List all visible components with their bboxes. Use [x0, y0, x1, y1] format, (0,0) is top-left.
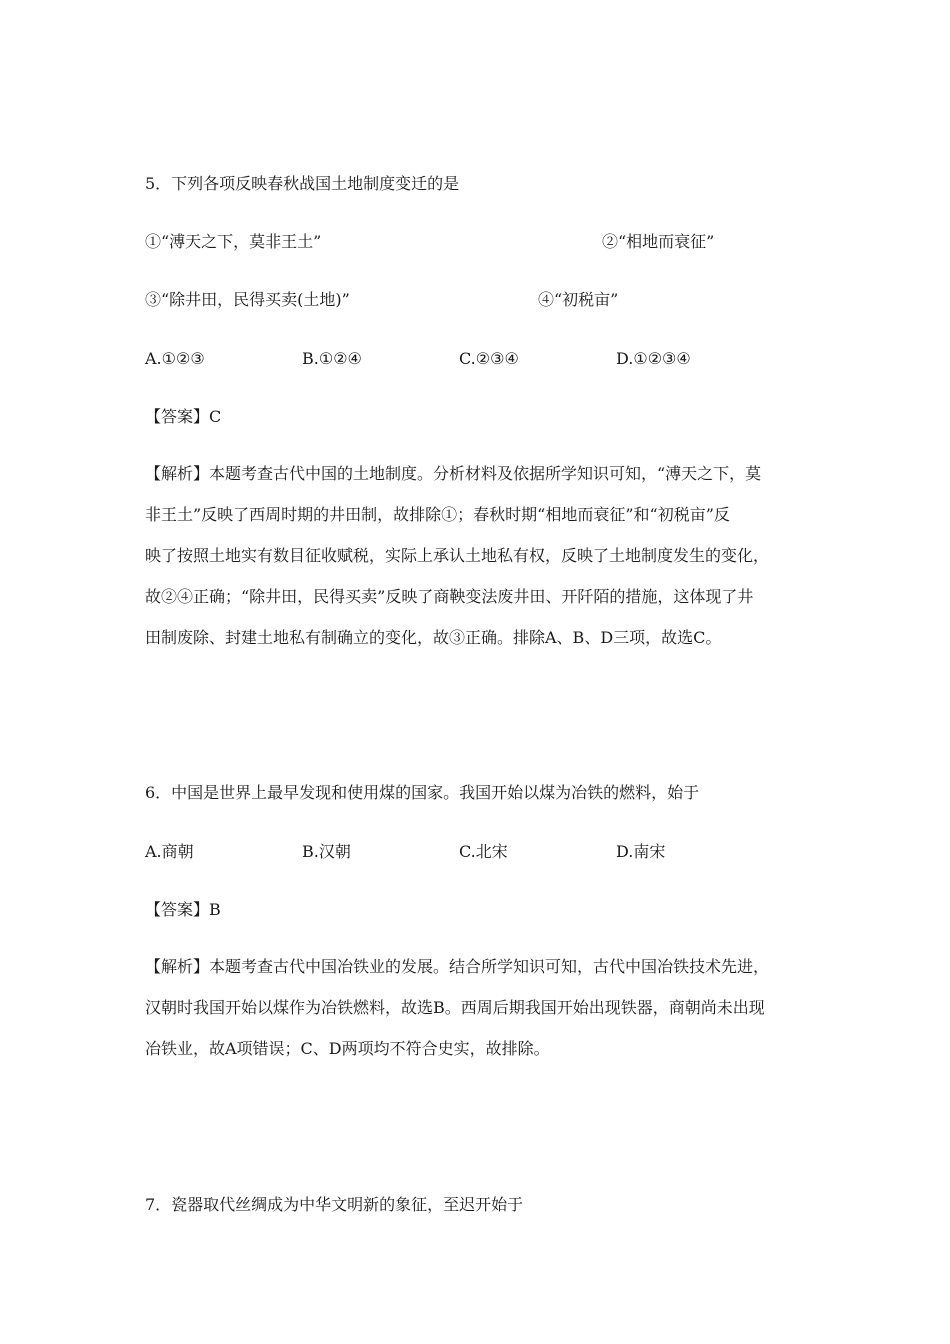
- question-5-option-d: D.①②③④: [616, 349, 691, 368]
- analysis-line: 【解析】本题考查古代中国的土地制度。分析材料及依据所学知识可知，“溥天之下，莫: [145, 464, 762, 483]
- question-6-option-d: D.南宋: [616, 842, 666, 861]
- question-6-analysis: [145, 946, 810, 1069]
- question-5-analysis: [145, 453, 810, 658]
- question-5-option-c: C.②③④: [459, 349, 519, 368]
- analysis-line: 故②④正确；“除井田，民得买卖”反映了商鞅变法废井田、开阡陌的措施，这体现了井: [145, 587, 754, 606]
- question-5-answer: 【答案】C: [145, 407, 222, 426]
- analysis-line: 非王土”反映了西周时期的井田制，故排除①；春秋时期“相地而衰征”和“初税亩”反: [145, 505, 730, 524]
- question-7-stem: 7．瓷器取代丝绸成为中华文明新的象征，至迟开始于: [145, 1195, 524, 1214]
- question-6-option-b: B.汉朝: [302, 842, 351, 861]
- question-5-item-2: ②“相地而衰征”: [602, 232, 715, 251]
- question-6-option-c: C.北宋: [459, 842, 508, 861]
- question-6-option-a: A.商朝: [145, 842, 194, 861]
- analysis-line: 【解析】本题考查古代中国冶铁业的发展。结合所学知识可知，古代中国冶铁技术先进，: [145, 957, 770, 976]
- analysis-line: 田制废除、封建土地私有制确立的变化，故③正确。排除A、B、D三项，故选C。: [145, 628, 722, 647]
- question-6-stem: 6．中国是世界上最早发现和使用煤的国家。我国开始以煤为冶铁的燃料，始于: [145, 783, 700, 802]
- question-5-option-b: B.①②④: [302, 349, 362, 368]
- analysis-line: 冶铁业，故A项错误；C、D两项均不符合史实，故排除。: [145, 1039, 550, 1058]
- question-5-option-a: A.①②③: [145, 349, 205, 368]
- analysis-line: 映了按照土地实有数目征收赋税，实际上承认土地私有权，反映了土地制度发生的变化，: [145, 546, 770, 565]
- question-5-item-4: ④“初税亩”: [538, 290, 619, 309]
- analysis-line: 汉朝时我国开始以煤作为冶铁燃料，故选B。西周后期我国开始出现铁器，商朝尚未出现: [145, 998, 765, 1017]
- question-5-item-3: ③“除井田，民得买卖(土地)”: [145, 290, 350, 309]
- question-5-item-1: ①“溥天之下，莫非王土”: [145, 232, 322, 251]
- question-5-stem: 5．下列各项反映春秋战国土地制度变迁的是: [145, 174, 460, 193]
- question-6-answer: 【答案】B: [145, 900, 221, 919]
